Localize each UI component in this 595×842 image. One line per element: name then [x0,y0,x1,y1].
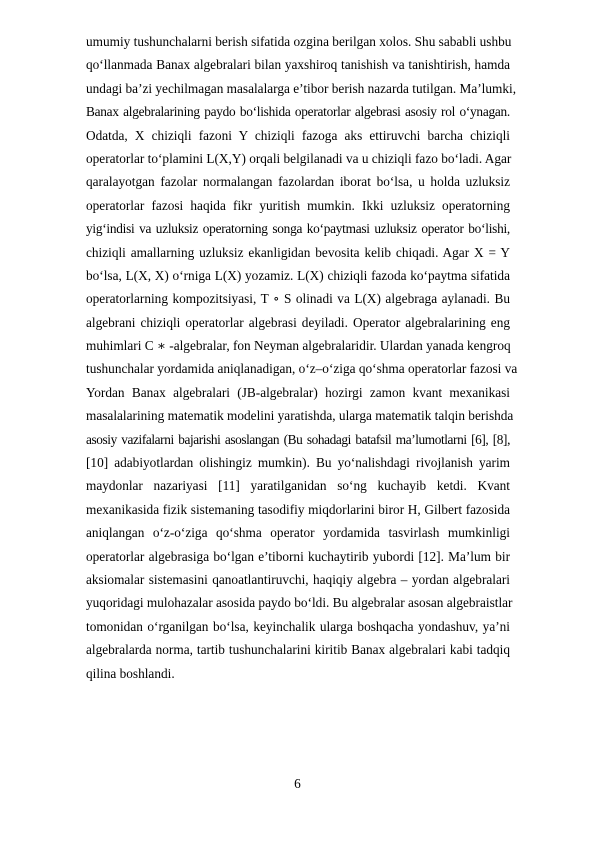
text-line: operatorlar fazosi haqida fikr yuritish mumkin. Ikki uzluksiz operatorning [86,197,510,213]
text-line: maydonlar nazariyasi [11] yaratilganidan so‘ng kuchayib ketdi. Kvant [86,478,510,494]
text-line: operatorlar algebrasiga bo‘lgan e’tiborni kuchaytirib yubordi [12]. Ma’lum bir [86,548,510,564]
text-line: tushunchalar yordamida aniqlanadigan, o‘z–o‘ziga qo‘shma operatorlar fazosi va [86,361,518,377]
text-line: yuqoridagi mulohazalar asosida paydo bo‘ldi. Bu algebralar asosan algebraistlar [86,595,513,611]
page-number: 6 [294,776,301,791]
text-line: operatorlar to‘plamini L(X,Y) orqali belgilanadi va u chiziqli fazo bo‘ladi. Agar [86,150,512,166]
text-line: yig‘indisi va uzluksiz operatorning songa ko‘paytmasi uzluksiz operator bo‘lishi, [86,221,510,237]
text-line: undagi ba’zi yechilmagan masalalarga e’tibor berish nazarda tutilgan. Ma’lumki, [86,80,517,96]
text-line: masalalarining matematik modelini yaratishda, ularga matematik talqin berishda [86,408,514,424]
text-line: mexanikasida fizik sistemaning tasodifiy miqdorlarini biror H, Gilbert fazosida [86,501,510,517]
text-line: bo‘lsa, L(X, X) o‘rniga L(X) yozamiz. L(X) chiziqli fazoda ko‘paytma sifatida [86,267,510,283]
text-line: qo‘llanmada Banax algebralari bilan yaxshiroq tanishish va tanishtirish, hamda [86,57,510,73]
text-line: Banax algebralarining paydo bo‘lishida operatorlar algebrasi asosiy rol o‘ynagan. [86,104,510,120]
text-line: algebralarda norma, tartib tushunchalarini kiritib Banax algebralari kabi tadqiq [86,642,510,658]
text-line: algebrani chiziqli operatorlar algebrasi deyiladi. Operator algebralarining eng [86,314,510,330]
text-line: muhimlari C ∗ -algebralar, fon Neyman algebralaridir. Ulardan yanada kengroq [86,338,511,354]
text-line: chiziqli amallarning uzluksiz ekanligidan bevosita kelib chiqadi. Agar X = Y [86,244,510,260]
text-line: Yordan Banax algebralari (JB-algebralar) hozirgi zamon kvant mexanikasi [86,384,510,400]
text-line: [10] adabiyotlardan olishingiz mumkin). Bu yo‘nalishdagi rivojlanish yarim [86,455,510,471]
text-line: asosiy vazifalarni bajarishi asoslangan (Bu sohadagi batafsil ma’lumotlarni [6], [8], [86,431,510,447]
text-line: aniqlangan o‘z-o‘ziga qo‘shma operator yordamida tasvirlash mumkinligi [86,525,510,541]
text-line: Odatda, X chiziqli fazoni Y chiziqli fazoga aks ettiruvchi barcha chiziqli [86,127,510,143]
text-line: qilina boshlandi. [86,665,175,681]
text-line: aksiomalar sistemasini qanoatlantiruvchi, haqiqiy algebra – yordan algebralari [86,571,510,587]
text-line: tomonidan o‘rganilgan bo‘lsa, keyinchalik ularga boshqacha yondashuv, ya’ni [86,618,510,634]
body-paragraph [86,30,518,685]
text-line: umumiy tushunchalarni berish sifatida ozgina berilgan xolos. Shu sababli ushbu [86,34,512,49]
text-line: operatorlarning kompozitsiyasi, T ∘ S olinadi va L(X) algebraga aylanadi. Bu [86,291,510,307]
text-line: qaralayotgan fazolar normalangan fazolardan iborat bo‘lsa, u holda uzluksiz [86,174,510,190]
